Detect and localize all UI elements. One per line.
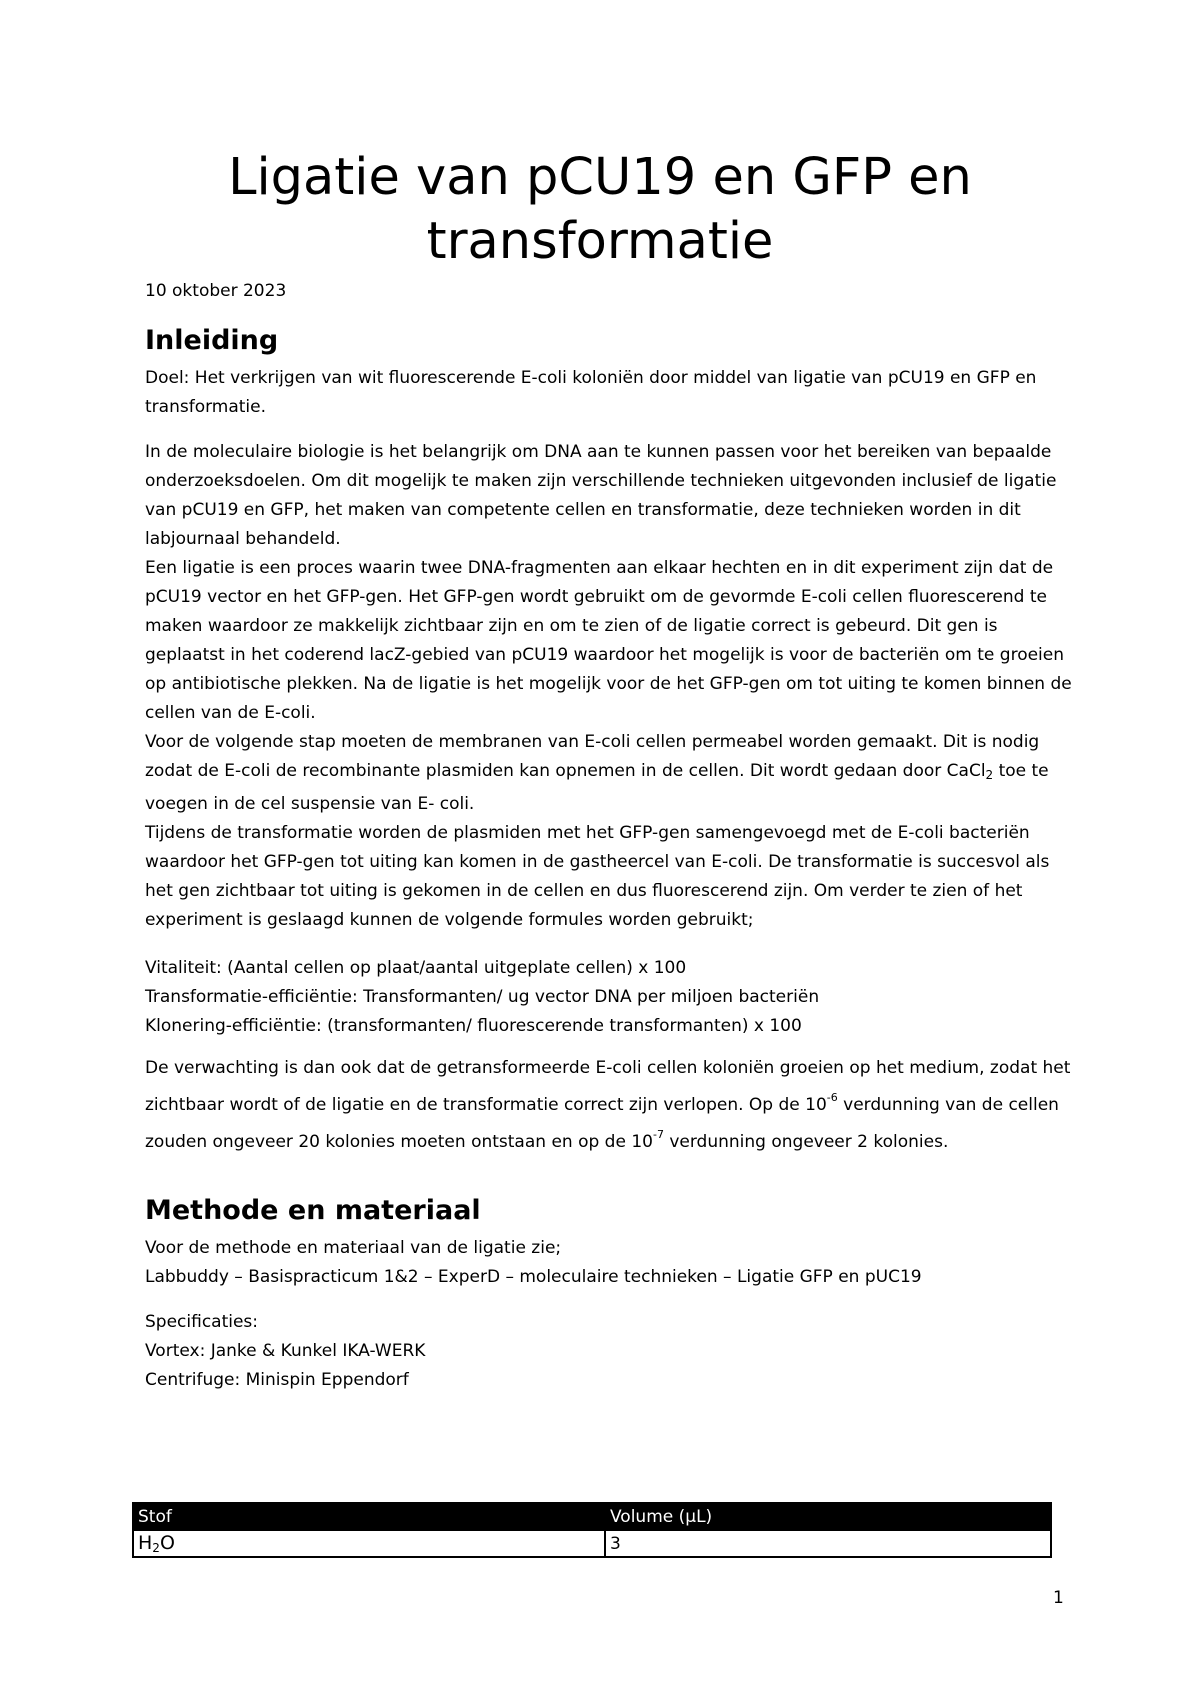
heading-inleiding: Inleiding [145, 325, 279, 356]
formula-transformatie-efficientie: Transformatie-efficiëntie: Transformanten/ ug vector DNA per miljoen bacteriën [145, 987, 820, 1007]
specificaties-block [145, 1308, 1075, 1395]
formula-klonering-efficientie: Klonering-efficiëntie: (transformanten/ fluorescerende transformanten) x 100 [145, 1016, 802, 1036]
stof-subscript: 2 [152, 1541, 160, 1555]
verwachting-text-b: verdunning van de cellen zouden ongeveer 20 kolonies moeten ontstaan en op de 10 [145, 1095, 1059, 1152]
cell-stof [133, 1530, 605, 1557]
superscript-minus-6: -6 [826, 1091, 838, 1104]
materials-table [132, 1502, 1052, 1558]
methode-block [145, 1234, 1075, 1292]
stof-end: O [159, 1532, 175, 1554]
subscript-2: 2 [985, 768, 994, 782]
superscript-minus-7: -7 [652, 1128, 664, 1141]
intro-paragraph-1: In de moleculaire biologie is het belangrijk om DNA aan te kunnen passen voor het bereiken van bepaalde onderzoeksdoelen. Om dit mogelijk te maken zijn verschillende technieken uitgevonden inclusief de ligatie van pCU19 en GFP, het maken van competente cellen en transformatie, deze technieken worden in dit labjournaal behandeld. [145, 442, 1057, 549]
intro-3-text-a: Voor de volgende stap moeten de membranen van E-coli cellen permeabel worden gemaakt. Dit is nodig zodat de E-coli de recombinante plasmiden kan opnemen in de cellen. Dit wordt gedaan door CaCl [145, 732, 1040, 781]
column-header-stof: Stof [133, 1503, 605, 1530]
formulas-block [145, 954, 1075, 1041]
methode-line-2: Labbuddy – Basispracticum 1&2 – ExperD – moleculaire technieken – Ligatie GFP en pUC19 [145, 1267, 922, 1287]
table-row [133, 1530, 1051, 1557]
page-number: 1 [1053, 1588, 1064, 1608]
doel-text: Doel: Het verkrijgen van wit fluorescerende E-coli koloniën door middel van ligatie van pCU19 en GFP en transformatie. [145, 368, 1037, 417]
spec-vortex: Vortex: Janke & Kunkel IKA-WERK [145, 1341, 426, 1361]
cell-volume: 3 [605, 1530, 1051, 1557]
verwachting-text [145, 1054, 1075, 1157]
intro-3-text-b: toe te voegen in de cel suspensie van E- coli. [145, 761, 1049, 814]
column-header-volume: Volume (µL) [605, 1503, 1051, 1530]
doel-paragraph [145, 364, 1075, 422]
methode-line-1: Voor de methode en materiaal van de ligatie zie; [145, 1238, 562, 1258]
intro-paragraph-4: Tijdens de transformatie worden de plasmiden met het GFP-gen samengevoegd met de E-coli bacteriën waardoor het GFP-gen tot uiting kan komen in de gastheercel van E-coli. De transformatie is succesvol als het gen zichtbaar tot uiting is gekomen in de cellen en dus fluorescerend zijn. Om verder te zien of het experiment is geslaagd kunnen de volgende formules worden gebruikt; [145, 823, 1050, 930]
intro-paragraph-2: Een ligatie is een proces waarin twee DNA-fragmenten aan elkaar hechten en in dit experiment zijn dat de pCU19 vector en het GFP-gen. Het GFP-gen wordt gebruikt om de gevormde E-coli cellen fluorescerend te maken waardoor ze makkelijk zichtbaar zijn en om te zien of de ligatie correct is gebeurd. Dit gen is geplaatst in het coderend lacZ-gebied van pCU19 waardoor het mogelijk is voor de bacteriën om te groeien op antibiotische plekken. Na de ligatie is het mogelijk voor de het GFP-gen om tot uiting te komen binnen de cellen van de E-coli. [145, 558, 1072, 723]
intro-paragraph-3 [145, 728, 1075, 819]
table-header-row [133, 1503, 1051, 1530]
spec-centrifuge: Centrifuge: Minispin Eppendorf [145, 1370, 409, 1390]
heading-methode-en-materiaal: Methode en materiaal [145, 1195, 481, 1226]
document-title: Ligatie van pCU19 en GFP en transformatie [228, 148, 972, 271]
stof-main: H [138, 1532, 153, 1554]
formula-vitaliteit: Vitaliteit: (Aantal cellen op plaat/aantal uitgeplate cellen) x 100 [145, 958, 687, 978]
verwachting-text-a: De verwachting is dan ook dat de getransformeerde E-coli cellen koloniën groeien op het medium, zodat het zichtbaar wordt of de ligatie en de transformatie correct zijn verlopen. Op de 10 [145, 1058, 1071, 1115]
document-date: 10 oktober 2023 [145, 281, 287, 301]
verwachting-paragraph [145, 1054, 1075, 1157]
specificaties-label: Specificaties: [145, 1312, 259, 1332]
intro-section [145, 438, 1075, 935]
verwachting-text-c: verdunning ongeveer 2 kolonies. [663, 1132, 949, 1152]
